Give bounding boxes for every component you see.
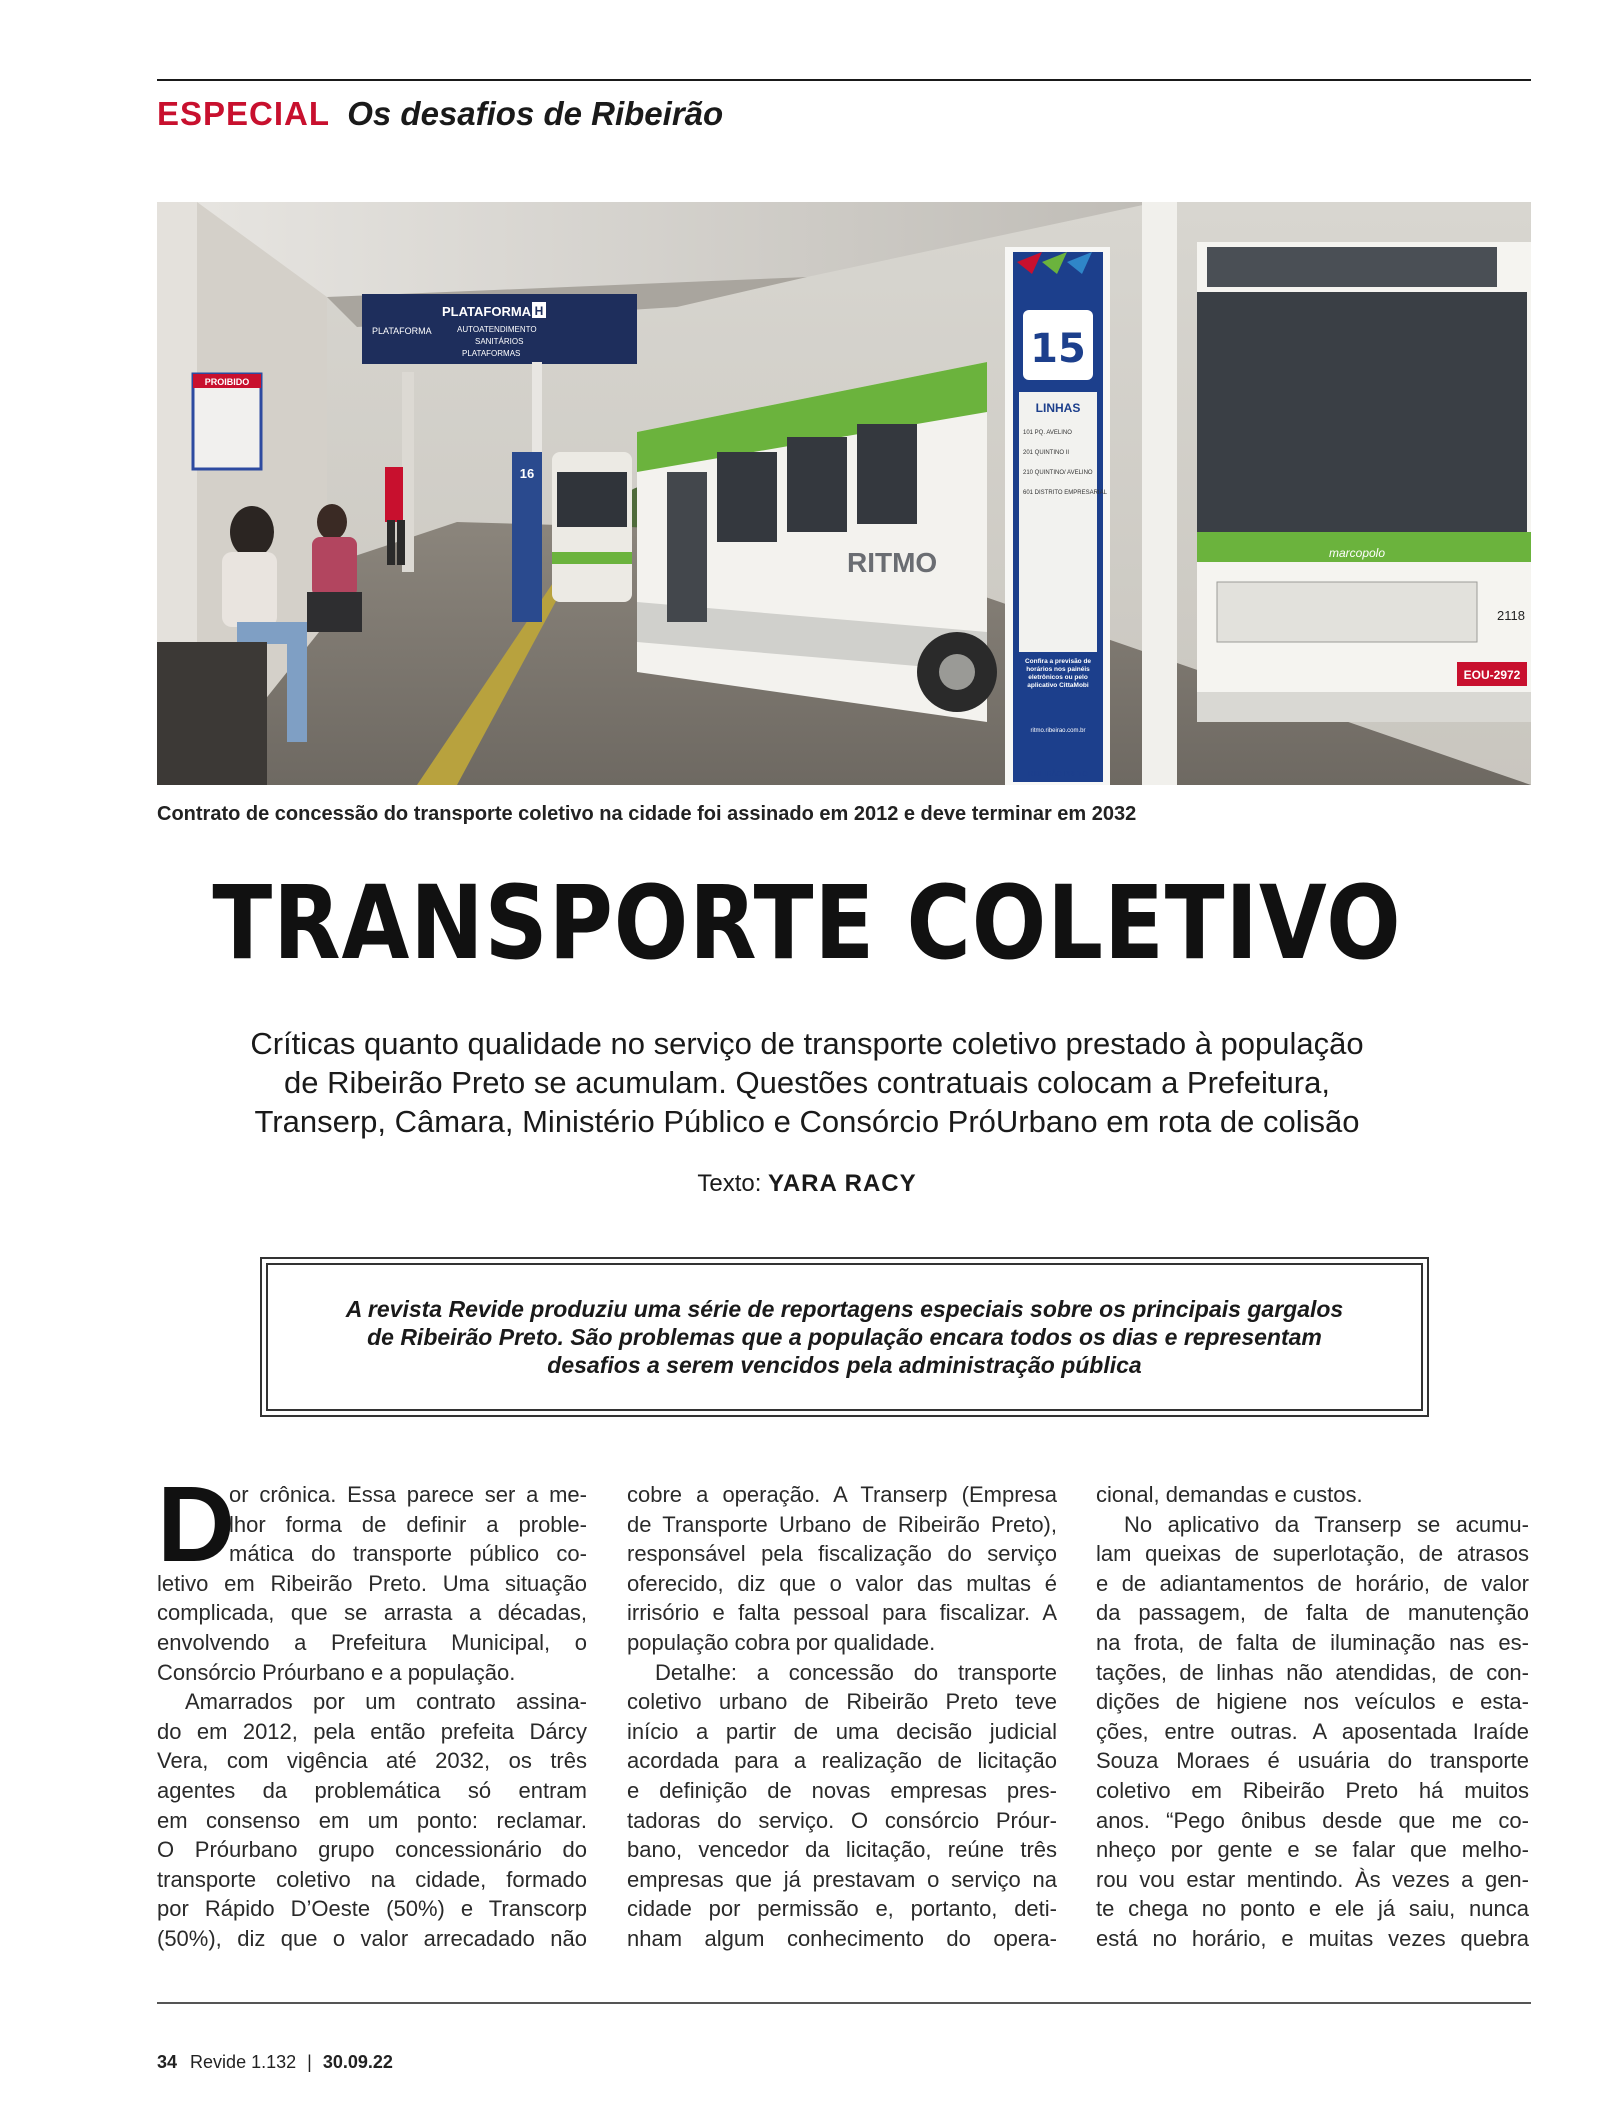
- photo-caption: Contrato de concessão do transporte coletivo na cidade foi assinado em 2012 e deve terminar em 2032: [157, 803, 1137, 825]
- section-tag: ESPECIAL: [157, 95, 331, 132]
- body-line: Souza Moraes é usuária do transporte: [1096, 1748, 1529, 1774]
- body-column-1: [157, 1463, 587, 1954]
- stop-number: 15: [1030, 326, 1086, 372]
- body-line: oferecido, diz que o valor das multas é: [627, 1570, 1057, 1596]
- ribeirao-logo-text: RIBEIRÃO PRETO: [1028, 771, 1088, 778]
- body-line: dições de higiene nos veículos e esta-: [1096, 1689, 1529, 1715]
- byline-label: Texto:: [697, 1170, 762, 1197]
- headline: TRANSPORTE COLETIVO: [212, 864, 1402, 983]
- proibido-label: PROIBIDO: [204, 377, 250, 387]
- body-column-3: [1096, 1480, 1529, 1954]
- autoatendimento: AUTOATENDIMENTO: [457, 325, 537, 334]
- marcopolo-label: marcopolo: [1328, 546, 1386, 560]
- body-line: de Transporte Urbano de Ribeirão Preto),: [627, 1511, 1057, 1537]
- plataformas: PLATAFORMAS: [462, 349, 521, 358]
- body-line: em consenso em um ponto: reclamar.: [157, 1807, 587, 1833]
- body-line: na frota, de falta de iluminação nas es-: [1096, 1629, 1529, 1655]
- body-line: lhor forma de definir a proble-: [229, 1511, 587, 1537]
- body-line: coletivo em Ribeirão Preto há muitos: [1096, 1777, 1529, 1803]
- standfirst-line: de Ribeirão Preto se acumulam. Questões contratuais colocam a Prefeitura,: [284, 1065, 1330, 1100]
- platform-letter: H: [534, 304, 544, 318]
- body-line: tações, de linhas não atendidas, de con-: [1096, 1659, 1529, 1685]
- standfirst-line: Transerp, Câmara, Ministério Público e Consórcio PróUrbano em rota de colisão: [254, 1104, 1360, 1139]
- body-line: início a partir de uma decisão judicial: [627, 1718, 1057, 1744]
- body-line: cional, demandas e custos.: [1096, 1482, 1363, 1507]
- magazine-issue: Revide 1.132: [190, 2052, 297, 2072]
- body-line: transporte coletivo na cidade, formado: [157, 1866, 587, 1892]
- plate: EOU-2972: [1463, 668, 1521, 682]
- intro-box: [260, 1257, 1429, 1417]
- top-rule: [157, 79, 1531, 81]
- bus-terminal-photo: [157, 202, 1531, 785]
- linha-1: 101 PQ. AVELINO: [1023, 430, 1072, 436]
- body-line: agentes da problemática só entram: [157, 1777, 587, 1803]
- body-line: e definição de novas empresas pres-: [627, 1777, 1057, 1803]
- intro-box-inner: [266, 1263, 1423, 1411]
- linha-2: 201 QUINTINO II: [1023, 450, 1070, 456]
- confira-text: Confira a previsão de horários nos painéis eletrônicos ou pelo aplicativo CittaMobi: [1024, 658, 1092, 689]
- body-line: cidade por permissão e, portanto, deti-: [627, 1896, 1057, 1922]
- body-line: população cobra por qualidade.: [627, 1629, 936, 1655]
- body-line: por Rápido D’Oeste (50%) e Transcorp: [157, 1896, 587, 1922]
- body-line: letivo em Ribeirão Preto. Uma situação: [157, 1570, 587, 1596]
- page-number: 34: [157, 2052, 178, 2072]
- intro-box-line: de Ribeirão Preto. São problemas que a população encara todos os dias e representam: [367, 1324, 1322, 1350]
- section-subtitle: Os desafios de Ribeirão: [347, 95, 724, 132]
- platform-left: PLATAFORMA: [372, 326, 432, 336]
- body-line: acordada para a realização de licitação: [627, 1748, 1057, 1774]
- body-line: complicada, que se arrasta a décadas,: [157, 1600, 587, 1626]
- drop-cap: D: [157, 1463, 235, 1584]
- linha-4: 601 DISTRITO EMPRESARIAL: [1023, 490, 1107, 496]
- body-line: empresas que já prestavam o serviço na: [627, 1866, 1057, 1892]
- body-line: irrisório e falta pessoal para fiscalizar. A: [627, 1600, 1057, 1626]
- body-line: rou vou estar mentindo. Às vezes a gen-: [1096, 1866, 1529, 1892]
- body-line: Detalhe: a concessão do transporte: [655, 1659, 1057, 1685]
- intro-box-line: A revista Revide produziu uma série de reportagens especiais sobre os principais gargalos: [345, 1296, 1344, 1322]
- bottom-rule: [157, 2002, 1531, 2004]
- small-stop-number: 16: [519, 466, 535, 481]
- bus-brand: RITMO: [847, 547, 938, 578]
- byline: [0, 1170, 1614, 1198]
- sanitarios: SANITÁRIOS: [475, 337, 524, 346]
- body-line: da passagem, de falta de manutenção: [1096, 1600, 1529, 1626]
- standfirst: [200, 1024, 1414, 1141]
- body-line: anos. “Pego ônibus desde que me co-: [1096, 1807, 1529, 1833]
- body-line: ções, entre outras. A aposentada Iraíde: [1096, 1718, 1529, 1744]
- standfirst-line: Críticas quanto qualidade no serviço de transporte coletivo prestado à população: [250, 1026, 1364, 1061]
- body-line: responsável pela fiscalização do serviço: [627, 1541, 1057, 1567]
- body-line: do em 2012, pela então prefeita Dárcy: [157, 1718, 587, 1744]
- stop-url: ritmo.ribeirao.com.br: [1030, 728, 1086, 734]
- linha-3: 210 QUINTINO/ AVELINO: [1023, 470, 1093, 476]
- body-line: Consórcio Próurbano e a população.: [157, 1659, 516, 1685]
- platform-sign-title: PLATAFORMA: [442, 304, 532, 319]
- body-line: bano, vencedor da licitação, reúne três: [627, 1837, 1057, 1863]
- byline-author: YARA RACY: [768, 1170, 917, 1197]
- body-line: No aplicativo da Transerp se acumu-: [1124, 1511, 1529, 1537]
- body-line: te chega no ponto e ele já saiu, nunca: [1096, 1896, 1529, 1922]
- intro-box-line: desafios a serem vencidos pela administração pública: [547, 1352, 1142, 1378]
- body-line: tadoras do serviço. O consórcio Próur-: [627, 1807, 1057, 1833]
- linhas-label: LINHAS: [1035, 401, 1081, 415]
- footer-separator: |: [307, 2052, 312, 2072]
- body-line: lam queixas de superlotação, de atrasos: [1096, 1541, 1529, 1567]
- body-column-2: [627, 1480, 1057, 1954]
- body-line: Vera, com vigência até 2032, os três: [157, 1748, 587, 1774]
- body-line: e de adiantamentos de horário, de valor: [1096, 1570, 1529, 1596]
- body-line: está no horário, e muitas vezes quebra: [1096, 1925, 1529, 1951]
- body-line: or crônica. Essa parece ser a me-: [229, 1482, 587, 1507]
- body-line: (50%), diz que o valor arrecadado não: [157, 1925, 587, 1951]
- body-line: mática do transporte público co-: [229, 1541, 587, 1567]
- body-line: envolvendo a Prefeitura Municipal, o: [157, 1629, 587, 1655]
- body-line: Amarrados por um contrato assina-: [185, 1689, 587, 1715]
- issue-date: 30.09.22: [322, 2052, 393, 2072]
- section-header: [157, 94, 723, 134]
- body-line: nham algum conhecimento do opera-: [627, 1925, 1057, 1951]
- body-line: O Próurbano grupo concessionário do: [157, 1837, 587, 1863]
- bus-number: 2118: [1497, 608, 1525, 623]
- page-footer: [157, 2052, 393, 2073]
- body-line: nheço por gente e se falar que melho-: [1096, 1837, 1529, 1863]
- body-line: coletivo urbano de Ribeirão Preto teve: [627, 1689, 1057, 1715]
- body-line: cobre a operação. A Transerp (Empresa: [627, 1482, 1057, 1507]
